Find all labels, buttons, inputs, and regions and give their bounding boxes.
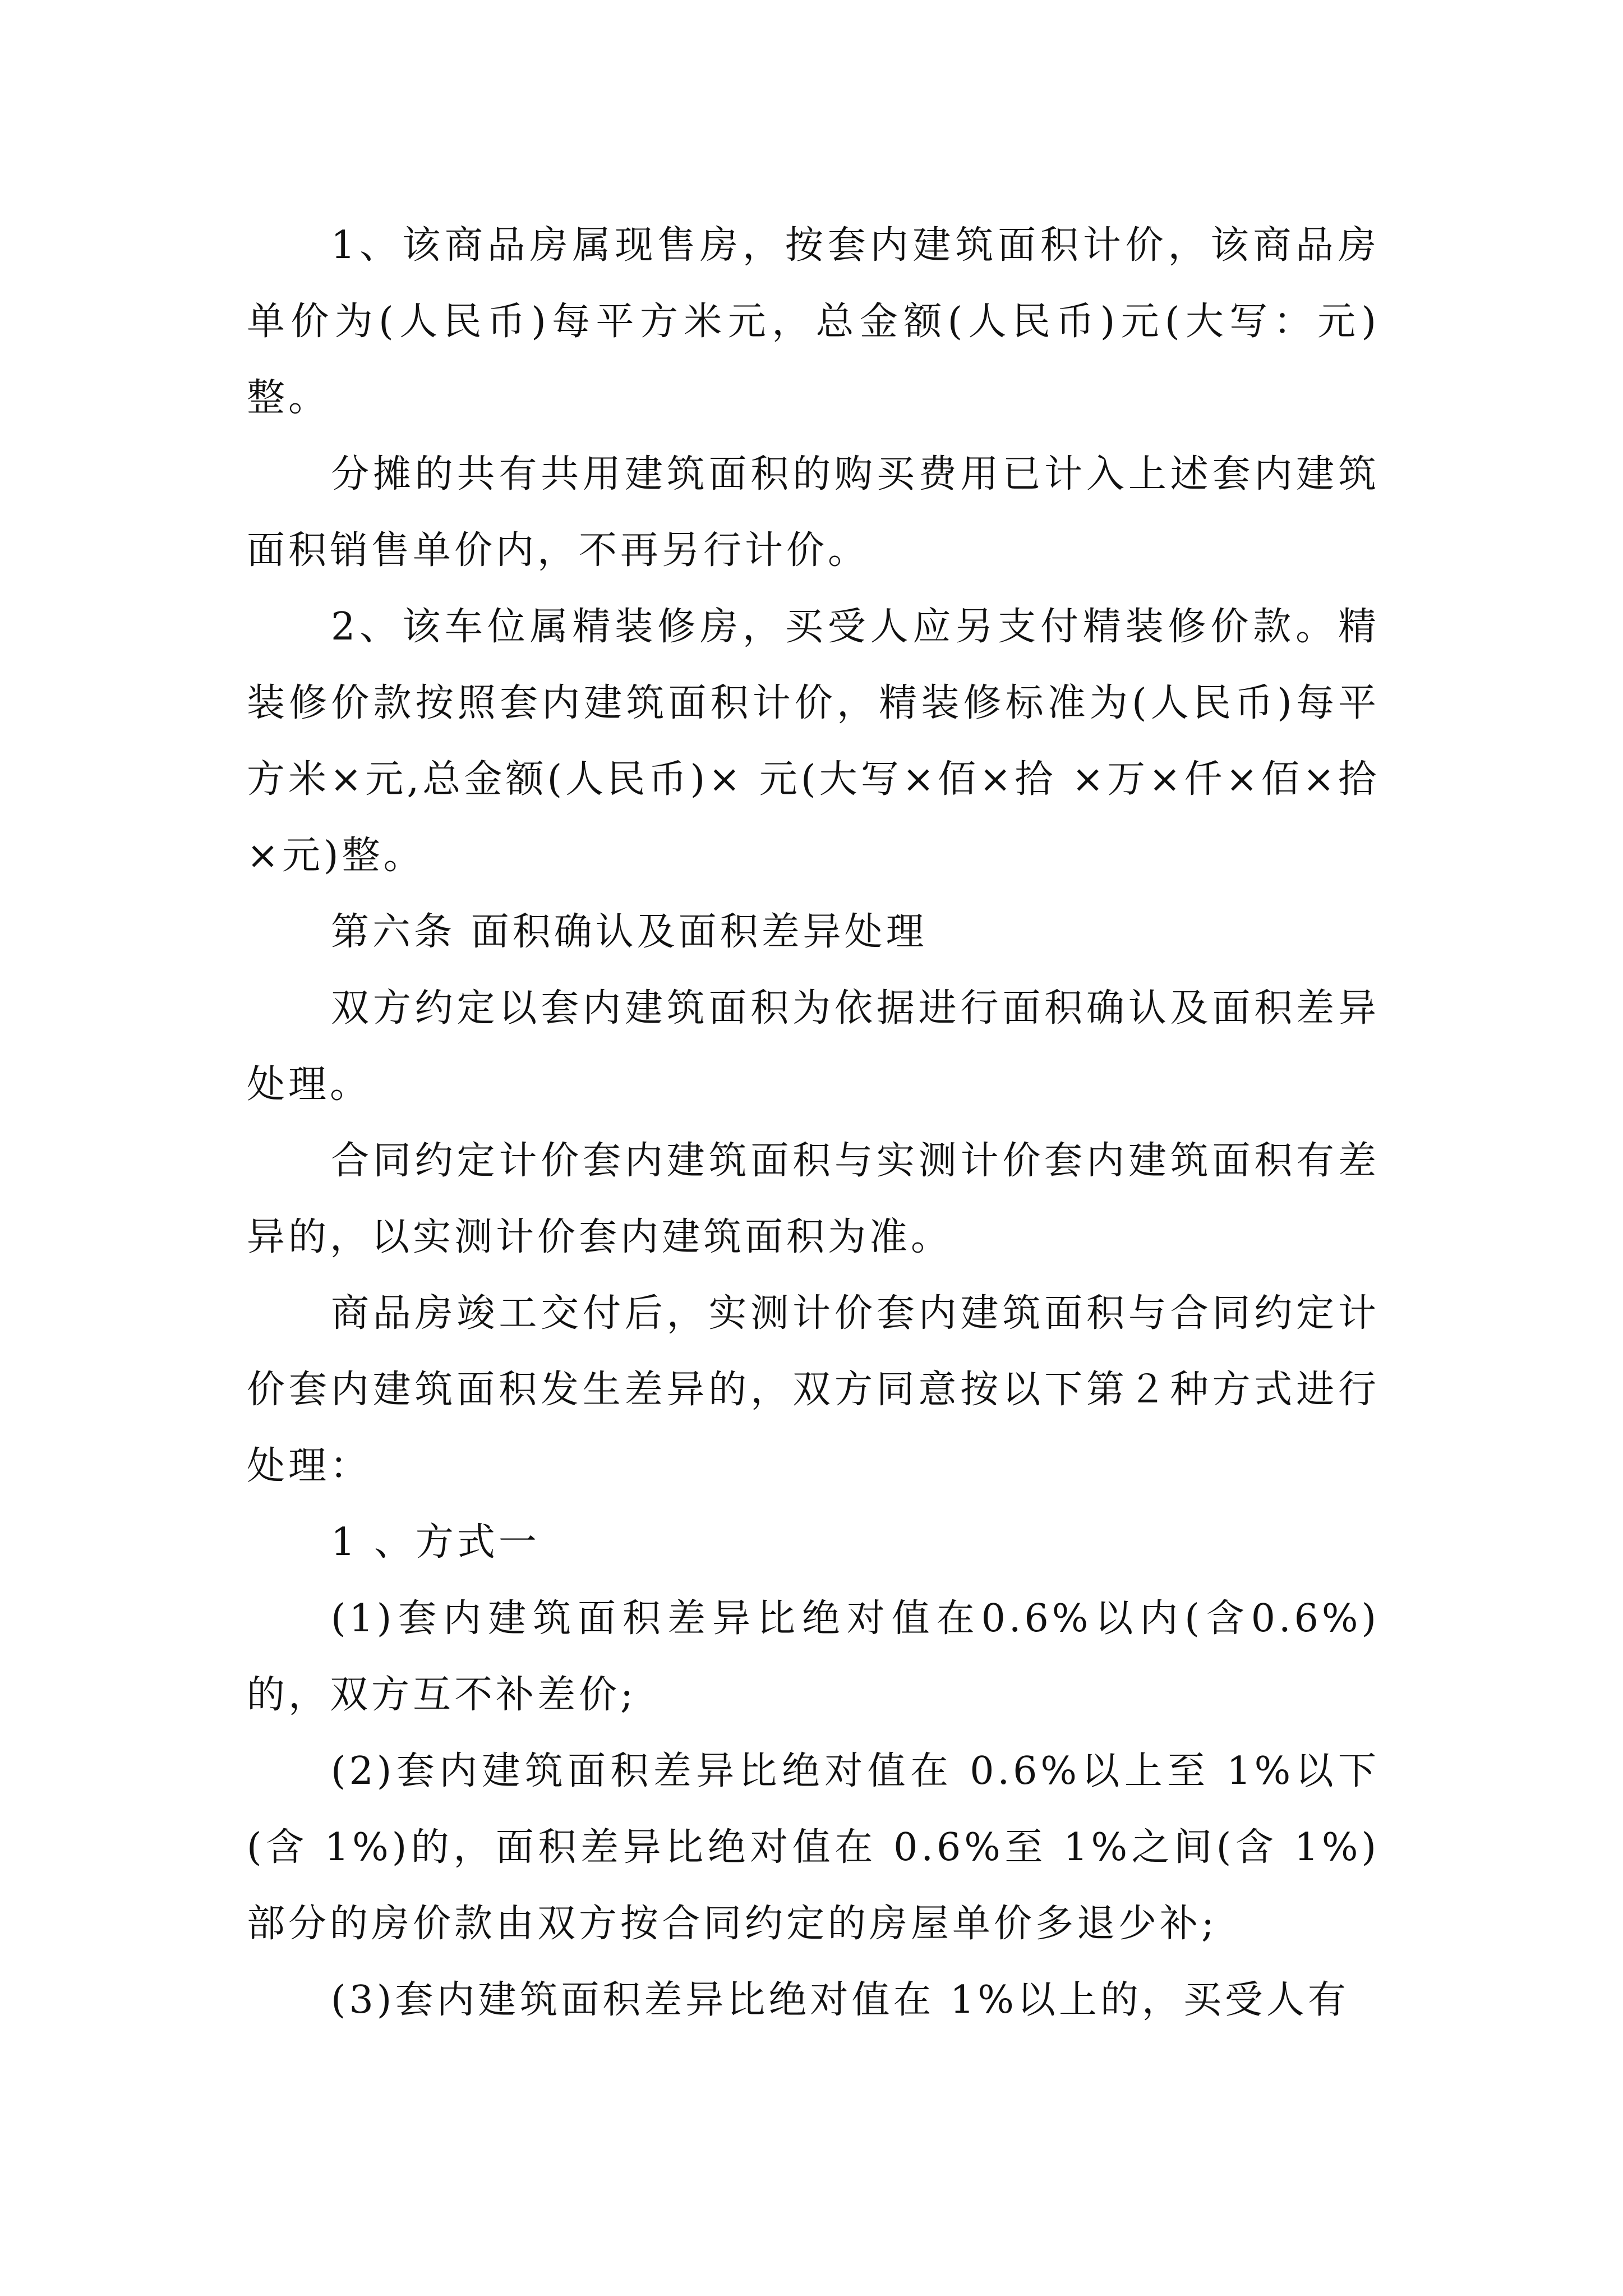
article-heading: 第六条 面积确认及面积差异处理 xyxy=(331,910,928,954)
document-body xyxy=(247,208,1380,2039)
clause-2: (2)套内建筑面积差异比绝对值在 0.6%以上至 1%以下(含 1%)的，面积差异比绝对值在 0.6%至 1%之间(含 1%)部分的房价款由双方按合同约定的房屋单价多退少补; xyxy=(247,1749,1380,1946)
paragraph-shared-area: 分摊的共有共用建筑面积的购买费用已计入上述套内建筑面积销售单价内，不再另行计价。 xyxy=(247,452,1380,573)
clause-3: (3)套内建筑面积差异比绝对值在 1%以上的，买受人有 xyxy=(331,1978,1349,2022)
method-one-heading: 1 、方式一 xyxy=(331,1520,540,1565)
paragraph-handling-method: 商品房竣工交付后，实测计价套内建筑面积与合同约定计价套内建筑面积发生差异的，双方同意按以下第２种方式进行处理： xyxy=(247,1291,1380,1488)
paragraph-decoration: 2、该车位属精装修房，买受人应另支付精装修价款。精装修价款按照套内建筑面积计价，精装修标准为(人民币)每平方米×元,总金额(人民币)× 元(大写×佰×拾 ×万×仟×佰×拾×元)整。 xyxy=(247,605,1380,878)
paragraph-area-basis: 双方约定以套内建筑面积为依据进行面积确认及面积差异处理。 xyxy=(247,986,1380,1107)
paragraph-price: 1、该商品房属现售房，按套内建筑面积计价，该商品房单价为(人民币)每平方米元，总金额(人民币)元(大写：元)整。 xyxy=(247,223,1380,420)
clause-1: (1)套内建筑面积差异比绝对值在0.6%以内(含0.6%)的，双方互不补差价; xyxy=(247,1596,1380,1717)
paragraph-area-difference: 合同约定计价套内建筑面积与实测计价套内建筑面积有差异的，以实测计价套内建筑面积为准。 xyxy=(247,1139,1380,1259)
